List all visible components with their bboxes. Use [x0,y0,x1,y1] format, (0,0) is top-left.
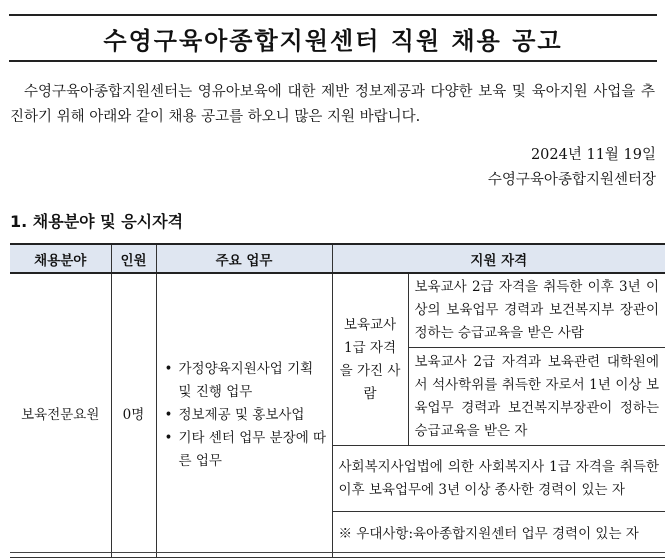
field-cell: 보육전문요원 [10,273,111,558]
table-row [10,273,665,348]
preference-note: ※ 우대사항:육아종합지원센터 업무 경력이 있는 자 [332,512,665,558]
qualification-item-3: 사회복지사업법에 의한 사회복지사 1급 자격을 취득한 이후 보육업무에 3년 이상 종사한 경력이 있는 자 [332,446,665,512]
list-item [165,358,328,404]
count-cell: 0명 [111,273,156,558]
list-item [165,427,328,473]
duties-cell [156,273,332,558]
teacher-group-cell: 보육교사 1급 자격을 가진 사람 [332,273,408,446]
duty-text: 기타 센터 업무 분장에 따른 업무 [178,430,327,469]
title-box [9,14,657,62]
bullet-icon: • [164,361,173,377]
duties-list [165,358,328,473]
bullet-icon: • [164,407,173,423]
header-qualification: 지원 자격 [332,244,665,273]
qualification-item-2: 보육교사 2급 자격과 보육관련 대학원에서 석사학위를 취득한 자로서 1년 이상 보육업무 경력과 보건복지부장관이 정하는 승급교육을 받은 자 [408,348,665,446]
announcement-date: 2024년 11월 19일 [530,147,656,163]
table-header-row [10,244,665,273]
duty-text: 가정양육지원사업 기획 및 진행 업무 [178,361,314,400]
section-heading: 1. 채용분야 및 응시자격 [10,212,184,231]
intro-paragraph: 수영구육아종합지원센터는 영유아보육에 대한 제반 정보제공과 다양한 보육 및 육아지원 사업을 추진하기 위해 아래와 같이 채용 공고를 하오니 많은 지원 바랍니다. [10,84,655,125]
page-title: 수영구육아종합지원센터 직원 채용 공고 [103,26,563,55]
list-item [165,404,328,427]
header-count: 인원 [111,244,156,273]
divider [10,552,665,553]
header-field: 채용분야 [10,244,111,273]
header-duties: 주요 업무 [156,244,332,273]
issuer-name: 수영구육아종합지원센터장 [487,172,656,188]
recruitment-table [10,243,665,558]
qualification-item-1: 보육교사 2급 자격을 취득한 이후 3년 이상의 보육업무 경력과 보건복지부 장관이 정하는 승급교육을 받은 사람 [408,273,665,348]
bullet-icon: • [164,430,173,446]
duty-text: 정보제공 및 홍보사업 [178,407,305,423]
